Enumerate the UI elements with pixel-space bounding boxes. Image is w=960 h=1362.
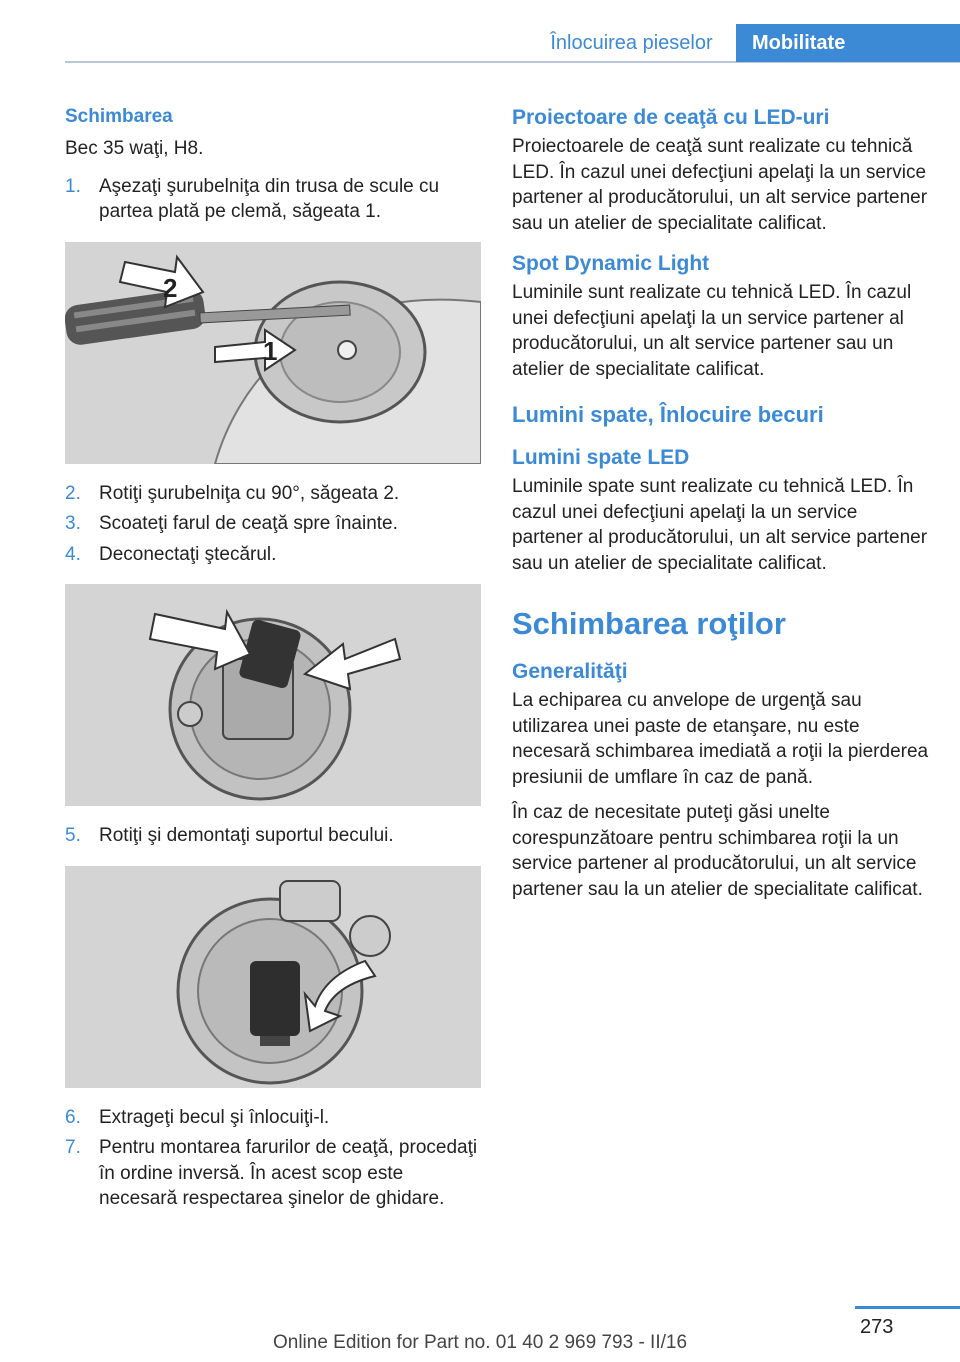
step-text: Aşezaţi şurubelniţa din trusa de scule cu partea plată pe clemă, săgeata 1. <box>99 175 440 222</box>
heading-spot-light: Spot Dynamic Light <box>512 252 710 275</box>
paragraph-spot-light: Luminile sunt realizate cu tehnică LED. În cazul unei defecţiuni apelaţi la un service partener al producătorului, un alt service partener sau un atelier de specialitate calificat. <box>512 282 912 380</box>
right-column <box>512 104 932 902</box>
figure-label-1: 1 <box>263 335 278 366</box>
step-item <box>65 542 481 568</box>
step-text: Pentru montarea farurilor de ceaţă, procedaţi în ordine inversă. În acest scop este necesară respectarea şinelor de ghidare. <box>99 1137 478 1209</box>
page-number: 273 <box>860 1316 894 1338</box>
figure-screwdriver-clip <box>65 242 481 464</box>
figure-label-2: 2 <box>163 272 178 303</box>
page-number-rule <box>855 1306 960 1309</box>
paragraph-general-1: La echiparea cu anvelope de urgenţă sau utilizarea unei paste de etanşare, nu este necesară schimbarea imediată a roţii la pierderea presiunii de umflare în caz de pană. <box>512 690 929 788</box>
step-number: 3. <box>65 513 81 534</box>
header-chapter-tab[interactable]: Mobilitate <box>736 24 960 62</box>
left-column <box>65 104 481 1217</box>
step-item <box>65 481 481 507</box>
step-item <box>65 823 481 849</box>
step-text: Rotiţi şurubelniţa cu 90°, săgeata 2. <box>99 482 400 504</box>
paragraph-general-2: În caz de necesitate puteţi găsi unelte corespunzătoare pentru schimbarea roţii la un service partener al producătorului, un alt service partener sau la un atelier de specialitate calificat. <box>512 802 923 900</box>
step-item <box>65 1105 481 1131</box>
bulb-spec: Bec 35 waţi, H8. <box>65 138 204 159</box>
step-text: Scoateţi farul de ceaţă spre înainte. <box>99 513 398 534</box>
heading-general: Generalităţi <box>512 660 628 683</box>
step-item <box>65 174 481 225</box>
step-number: 7. <box>65 1137 81 1158</box>
heading-rear-led: Lumini spate LED <box>512 446 690 469</box>
step-number: 6. <box>65 1106 81 1128</box>
step-item <box>65 1135 481 1212</box>
heading-led-fog: Proiectoare de ceaţă cu LED-uri <box>512 106 830 129</box>
step-number: 1. <box>65 175 81 197</box>
step-number: 5. <box>65 825 81 846</box>
figure-connector <box>65 584 481 806</box>
step-item <box>65 511 481 537</box>
paragraph-led-fog: Proiectoarele de ceaţă sunt realizate cu tehnică LED. În cazul unei defecţiuni apelaţi la un service partener al producătorului, un alt service partener sau un atelier de specialitate calificat. <box>512 136 928 234</box>
step-text: Extrageţi becul şi înlocuiţi-l. <box>99 1106 330 1128</box>
paragraph-rear-led: Luminile spate sunt realizate cu tehnică LED. În cazul unei defecţiuni apelaţi la un service partener al producătorului, un alt service partener sau un atelier de specialitate calificat. <box>512 476 928 574</box>
figure-bulb-holder <box>65 866 481 1088</box>
heading-rear-lights: Lumini spate, Înlocuire becuri <box>512 402 824 427</box>
step-number: 4. <box>65 543 81 565</box>
step-number: 2. <box>65 482 81 504</box>
heading-wheel-change: Schimbarea roţilor <box>512 606 786 641</box>
step-text: Rotiţi şi demontaţi suportul becului. <box>99 825 394 846</box>
header-section-tab[interactable]: Înlocuirea pieselor <box>550 31 713 54</box>
step-text: Deconectaţi ştecărul. <box>99 543 277 565</box>
subheading-change: Schimbarea <box>65 106 173 127</box>
edition-footer: Online Edition for Part no. 01 40 2 969 793 - II/16 <box>272 1332 688 1353</box>
